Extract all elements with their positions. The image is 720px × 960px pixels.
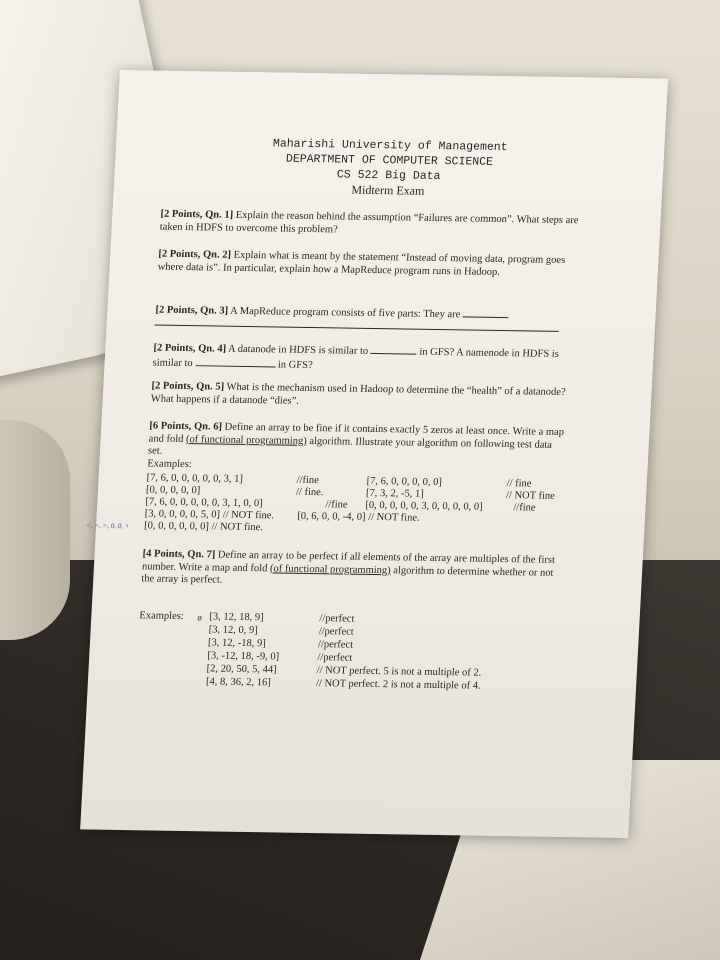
example-row: [3, 12, 0, 9] //perfect [208,624,355,638]
question-2-text: Explain what is meant by the statement “Instead of moving data, program goes where data is”. In particular, explain how a MapReduce program runs in Hadoop. [157,249,566,278]
exam-header [114,134,665,203]
example-row: [7, 6, 0, 0, 0, 0, 0, 3, 1] //fine [7, 6, 0, 0, 0, 0, 0] // fine [146,472,532,490]
question-1-text: Explain the reason behind the assumption “Failures are common”. What steps are taken in HDFS to overcome this problem? [159,209,579,235]
functional-programming-phrase: (of functional programming) [185,433,308,447]
example-row: [3, 12, 18, 9] //perfect [209,611,355,625]
question-7-label: [4 Points, Qn. 7] [142,548,216,561]
pen-mark-icon: ø [197,612,203,623]
question-5-text: What is the mechanism used in Hadoop to determine the “health” of a datanode? What happens if a datanode “dies”. [150,381,566,407]
example-row: [3, 0, 0, 0, 0, 5, 0] // NOT fine. [0, 6, 0, 0, -4, 0] // NOT fine. [144,508,420,524]
question-6 [147,420,570,477]
question-7 [141,548,563,592]
example-row: [0, 0, 0, 0, 0, 0] // NOT fine. [143,520,264,534]
question-4-label: [2 Points, Qn. 4] [153,342,227,355]
question-4-text-a: A datanode in HDFS is similar to [227,343,369,357]
examples-label: Examples: [139,610,185,622]
course-name: CS 522 Big Data [336,168,441,184]
example-row: [0, 0, 0, 0, 0] // fine. [7, 3, 2, -5, 1] // NOT fine [145,484,556,502]
functional-programming-phrase: (of functional programming) [269,562,391,576]
question-3-text: A MapReduce program consists of five parts: They are [229,305,461,321]
answer-line [155,325,559,332]
question-4 [152,341,574,377]
question-6-label: [6 Points, Qn. 6] [149,420,223,433]
question-1-label: [2 Points, Qn. 1] [160,208,234,221]
question-4-text-b: in GFS? A namenode in HDFS is similar to [152,346,560,369]
example-row: [3, 12, -18, 9] //perfect [207,637,354,651]
question-5 [150,380,571,412]
question-3 [155,303,576,324]
example-row: [2, 20, 50, 5, 44] // NOT perfect. 5 is not a multiple of 2. [206,663,482,679]
example-row: [4, 8, 36, 2, 16] // NOT perfect. 2 is not a multiple of 4. [205,676,481,692]
question-6-text-b: algorithm. Illustrate your algorithm on following test data set. [147,435,553,457]
example-row: [3, -12, 18, -9, 0] //perfect [207,650,353,664]
answer-blank [195,356,276,367]
paper-stack-left [0,420,70,640]
exam-paper [80,70,668,838]
question-1 [159,209,580,241]
answer-blank [463,307,510,318]
examples-label: Examples: [147,457,193,470]
question-7-text-a: Define an array to be perfect if all elements of the array are multiples of the first number. Write a map and fold [141,549,556,574]
question-4-text-c: in GFS? [277,358,313,371]
department-name: DEPARTMENT OF COMPUTER SCIENCE [285,152,494,169]
university-name: Maharishi University of Management [272,137,508,155]
question-2-label: [2 Points, Qn. 2] [158,248,232,261]
exam-title: Midterm Exam [351,182,425,198]
question-3-label: [2 Points, Qn. 3] [155,304,229,317]
question-2 [157,249,578,281]
question-5-label: [2 Points, Qn. 5] [151,380,225,393]
question-6-text-a: Define an array to be fine if it contains exactly 5 zeros at least once. Write a map and fold [148,421,565,445]
handwritten-note: <, >, >, 0, 0, + [85,521,130,531]
question-7-text-b: algorithm to determine whether or not the array is perfect. [141,564,554,586]
example-row: [7, 6, 0, 0, 0, 0, 0, 3, 1, 0, 0] //fine [0, 0, 0, 0, 0, 3, 0, 0, 0, 0, 0] //fine [145,496,536,514]
answer-blank [371,344,418,355]
